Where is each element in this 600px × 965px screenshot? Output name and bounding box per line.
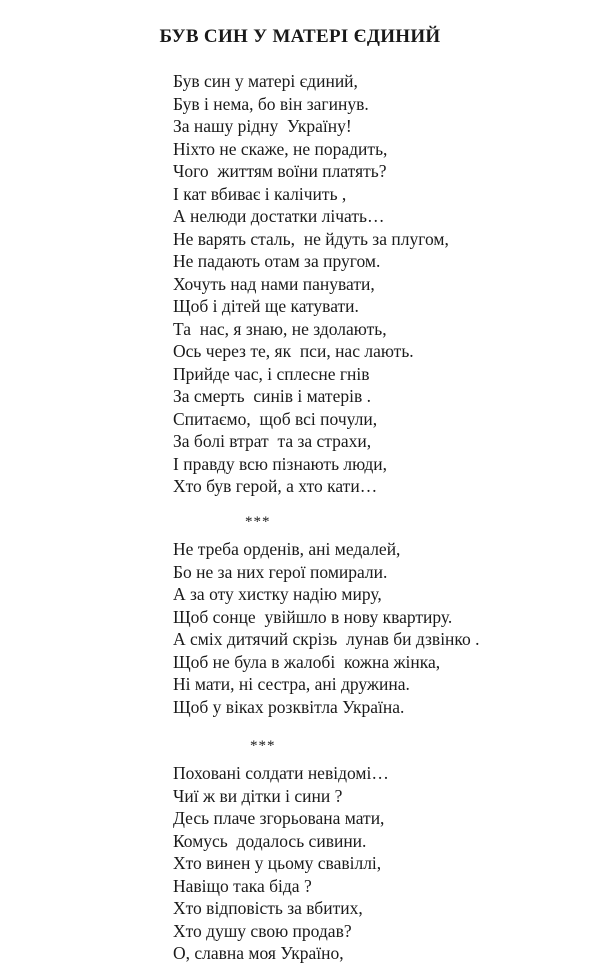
poem-line: Не падають отам за пругом. xyxy=(173,251,381,271)
stanza-separator: *** xyxy=(245,514,271,530)
poem-line: Ні мати, ні сестра, ані дружина. xyxy=(173,674,410,694)
poem-line: За нашу рідну Україну! xyxy=(173,116,352,136)
poem-line: Та нас, я знаю, не здолають, xyxy=(173,318,387,339)
poem-line: Спитаємо, щоб всі почули, xyxy=(173,408,378,429)
poem-line: Ніхто не скаже, не порадить, xyxy=(173,138,388,159)
stanza-2 xyxy=(173,538,480,718)
poem-line: А за оту хистку надію миру, xyxy=(173,584,382,604)
poem-line: Бо не за них герої помирали. xyxy=(173,561,388,582)
stanza-separator: *** xyxy=(250,738,276,754)
poem-line: Чого життям воїни платять? xyxy=(173,161,387,181)
poem-line: За болі втрат та за страхи, xyxy=(173,431,372,451)
poem-line: Був і нема, бо він загинув. xyxy=(173,93,369,114)
poem-line: І правду всю пізнають люди, xyxy=(173,453,387,474)
poem-line: Щоб і дітей ще катувати. xyxy=(173,296,359,316)
poem-line: А нелюди достатки лічать… xyxy=(173,206,385,226)
poem-line: Хто відповість за вбитих, xyxy=(173,898,363,918)
poem-line: Прийде час, і сплесне гнів xyxy=(173,363,370,384)
poem-line: Чиї ж ви дітки і сини ? xyxy=(173,785,343,806)
poem-line: Був син у матері єдиний, xyxy=(173,71,358,91)
stanza-1 xyxy=(173,70,449,498)
poem-line: За смерть синів і матерів . xyxy=(173,386,371,406)
poem-line: Не варять сталь, не йдуть за плугом, xyxy=(173,228,449,249)
poem-line: І кат вбиває і калічить , xyxy=(173,183,347,204)
poem-line: Поховані солдати невідомі… xyxy=(173,763,389,783)
poem-line: Хто винен у цьому свавіллі, xyxy=(173,853,382,873)
poem-line: А сміх дитячий скрізь лунав би дзвінко . xyxy=(173,629,480,649)
poem-title: БУВ СИН У МАТЕРІ ЄДИНИЙ xyxy=(159,26,441,47)
poem-line: Хто був герой, а хто кати… xyxy=(173,476,378,496)
poem-line: Не треба орденів, ані медалей, xyxy=(173,539,401,559)
poem-line: Ось через те, як пси, нас лають. xyxy=(173,341,414,361)
poem-line: Комусь додалось сивини. xyxy=(173,830,367,851)
poem-line: Навіщо така біда ? xyxy=(173,875,312,896)
poem-line: Десь плаче згорьована мати, xyxy=(173,808,385,828)
poem-line: Щоб сонце увійшло в нову квартиру. xyxy=(173,606,453,627)
poem-line: Хочуть над нами панувати, xyxy=(173,273,375,294)
stanza-3 xyxy=(173,762,389,965)
poem-line: Щоб у віках розквітла Україна. xyxy=(173,696,405,717)
poem-line: Щоб не була в жалобі кожна жінка, xyxy=(173,651,441,672)
poem-line: О, славна моя Україно, xyxy=(173,943,344,963)
poem-line: Хто душу свою продав? xyxy=(173,920,352,941)
